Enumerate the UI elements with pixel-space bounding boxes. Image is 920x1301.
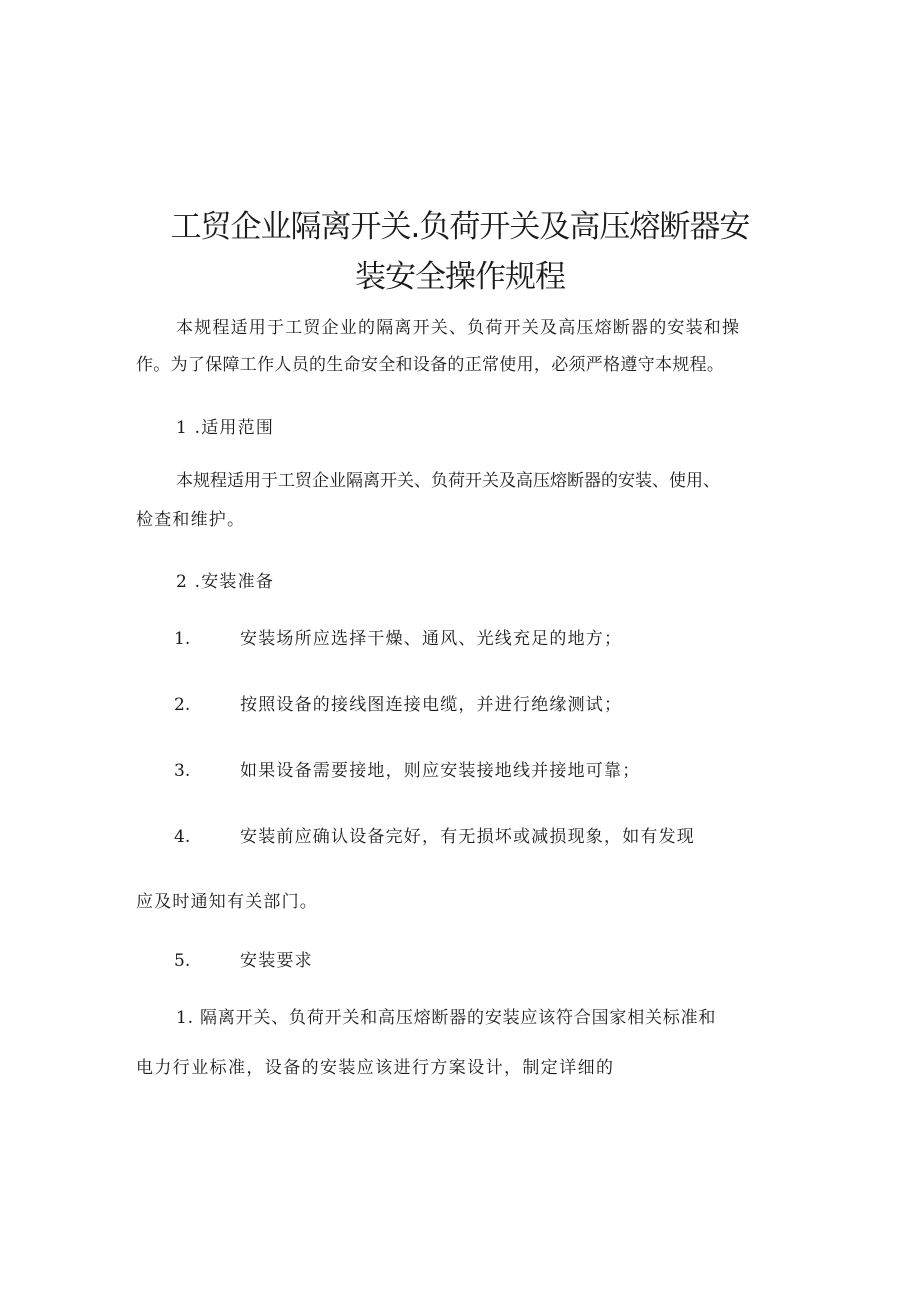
section-3-paragraph-line-2: 电力行业标准，设备的安装应该进行方案设计，制定详细的	[136, 1058, 615, 1078]
list-item-1-number: 1.	[174, 629, 191, 649]
section-1-paragraph-line-1: 本规程适用于工贸企业隔离开关、负荷开关及高压熔断器的安装、使用、	[176, 471, 720, 491]
list-item-1-text: 安装场所应选择干燥、通风、光线充足的地方；	[240, 629, 623, 649]
list-item-4-continuation: 应及时通知有关部门。	[136, 892, 318, 912]
list-item-4-text: 安装前应确认设备完好，有无损坏或减损现象，如有发现	[240, 827, 695, 847]
list-item-2-text: 按照设备的接线图连接电缆，并进行绝缘测试；	[240, 695, 623, 715]
list-item-3-number: 3.	[174, 761, 191, 781]
section-3-number: 5.	[174, 951, 191, 971]
section-3-heading: 安装要求	[240, 951, 313, 971]
section-3-paragraph-line-1: 1. 隔离开关、负荷开关和高压熔断器的安装应该符合国家相关标准和	[176, 1008, 717, 1028]
document-title-line-2: 装安全操作规程	[355, 259, 565, 295]
intro-paragraph-line-2: 作。为了保障工作人员的生命安全和设备的正常使用，必须严格遵守本规程。	[136, 355, 725, 375]
document-title-line-1: 工贸企业隔离开关.负荷开关及高压熔断器安	[170, 209, 750, 245]
section-1-heading: 1 .适用范围	[176, 418, 275, 438]
section-2-heading: 2 .安装准备	[176, 572, 275, 592]
list-item-3-text: 如果设备需要接地，则应安装接地线并接地可靠；	[240, 761, 641, 781]
section-1-paragraph-line-2: 检查和维护。	[136, 510, 246, 530]
list-item-4-number: 4.	[174, 827, 191, 847]
intro-paragraph-line-1: 本规程适用于工贸企业的隔离开关、负荷开关及高压熔断器的安装和操	[176, 318, 741, 338]
list-item-2-number: 2.	[174, 695, 191, 715]
